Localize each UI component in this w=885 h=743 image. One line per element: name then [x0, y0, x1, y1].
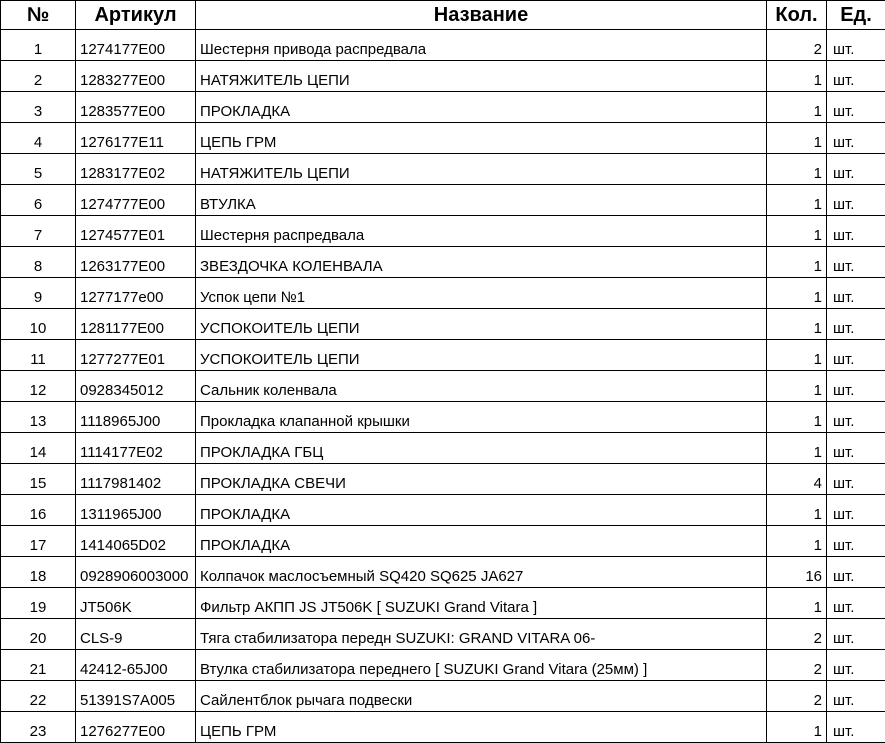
- cell-unit: шт.: [827, 650, 885, 681]
- cell-qty: 1: [767, 92, 827, 123]
- cell-num: 6: [1, 185, 76, 216]
- cell-article: CLS-9: [76, 619, 196, 650]
- cell-num: 11: [1, 340, 76, 371]
- cell-article: JT506K: [76, 588, 196, 619]
- cell-unit: шт.: [827, 712, 885, 743]
- cell-name: Тяга стабилизатора передн SUZUKI: GRAND VITARA 06-: [196, 619, 767, 650]
- table-row: [1, 123, 885, 154]
- table-row: [1, 61, 885, 92]
- table-row: [1, 495, 885, 526]
- table-row: [1, 185, 885, 216]
- cell-name: ПРОКЛАДКА: [196, 495, 767, 526]
- cell-article: 0928906003000: [76, 557, 196, 588]
- cell-num: 2: [1, 61, 76, 92]
- cell-qty: 1: [767, 123, 827, 154]
- table-header: [1, 1, 885, 30]
- cell-article: 1263177E00: [76, 247, 196, 278]
- table-row: [1, 278, 885, 309]
- cell-num: 7: [1, 216, 76, 247]
- cell-qty: 1: [767, 61, 827, 92]
- cell-article: 1274177E00: [76, 30, 196, 61]
- cell-num: 14: [1, 433, 76, 464]
- table-body: [1, 30, 885, 743]
- cell-article: 1283177E02: [76, 154, 196, 185]
- cell-qty: 1: [767, 433, 827, 464]
- cell-qty: 2: [767, 30, 827, 61]
- cell-name: Сальник коленвала: [196, 371, 767, 402]
- header-num: №: [1, 1, 76, 30]
- cell-qty: 1: [767, 495, 827, 526]
- cell-name: ЗВЕЗДОЧКА КОЛЕНВАЛА: [196, 247, 767, 278]
- cell-article: 1276277E00: [76, 712, 196, 743]
- cell-name: Втулка стабилизатора переднего [ SUZUKI Grand Vitara (25мм) ]: [196, 650, 767, 681]
- table-row: [1, 433, 885, 464]
- cell-num: 15: [1, 464, 76, 495]
- table-row: [1, 340, 885, 371]
- cell-num: 23: [1, 712, 76, 743]
- cell-num: 18: [1, 557, 76, 588]
- cell-unit: шт.: [827, 216, 885, 247]
- cell-unit: шт.: [827, 309, 885, 340]
- cell-qty: 1: [767, 216, 827, 247]
- table-row: [1, 92, 885, 123]
- cell-name: Прокладка клапанной крышки: [196, 402, 767, 433]
- table-row: [1, 619, 885, 650]
- cell-num: 10: [1, 309, 76, 340]
- cell-article: 51391S7A005: [76, 681, 196, 712]
- cell-qty: 1: [767, 712, 827, 743]
- cell-article: 1283577E00: [76, 92, 196, 123]
- table-row: [1, 30, 885, 61]
- cell-name: Колпачок маслосъемный SQ420 SQ625 JA627: [196, 557, 767, 588]
- cell-num: 8: [1, 247, 76, 278]
- cell-article: 1414065D02: [76, 526, 196, 557]
- cell-article: 1274777E00: [76, 185, 196, 216]
- cell-name: Шестерня привода распредвала: [196, 30, 767, 61]
- cell-name: УСПОКОИТЕЛЬ ЦЕПИ: [196, 340, 767, 371]
- cell-article: 1276177E11: [76, 123, 196, 154]
- cell-num: 4: [1, 123, 76, 154]
- table-row: [1, 464, 885, 495]
- cell-article: 1118965J00: [76, 402, 196, 433]
- cell-qty: 1: [767, 588, 827, 619]
- table-row: [1, 650, 885, 681]
- cell-name: ПРОКЛАДКА: [196, 92, 767, 123]
- cell-name: Шестерня распредвала: [196, 216, 767, 247]
- cell-article: 1114177E02: [76, 433, 196, 464]
- cell-name: ПРОКЛАДКА: [196, 526, 767, 557]
- table-row: [1, 309, 885, 340]
- cell-article: 1311965J00: [76, 495, 196, 526]
- cell-unit: шт.: [827, 495, 885, 526]
- cell-article: 1274577E01: [76, 216, 196, 247]
- header-unit: Ед.: [827, 1, 885, 30]
- cell-qty: 1: [767, 526, 827, 557]
- cell-qty: 2: [767, 619, 827, 650]
- cell-unit: шт.: [827, 557, 885, 588]
- table-row: [1, 247, 885, 278]
- cell-num: 16: [1, 495, 76, 526]
- cell-num: 5: [1, 154, 76, 185]
- header-qty: Кол.: [767, 1, 827, 30]
- cell-article: 1277177e00: [76, 278, 196, 309]
- cell-qty: 1: [767, 371, 827, 402]
- cell-unit: шт.: [827, 402, 885, 433]
- cell-num: 20: [1, 619, 76, 650]
- cell-unit: шт.: [827, 619, 885, 650]
- cell-num: 22: [1, 681, 76, 712]
- cell-name: ЦЕПЬ ГРМ: [196, 123, 767, 154]
- cell-qty: 1: [767, 309, 827, 340]
- cell-unit: шт.: [827, 340, 885, 371]
- cell-qty: 1: [767, 185, 827, 216]
- cell-article: 1281177E00: [76, 309, 196, 340]
- cell-qty: 2: [767, 681, 827, 712]
- cell-name: ПРОКЛАДКА СВЕЧИ: [196, 464, 767, 495]
- table-row: [1, 216, 885, 247]
- table-row: [1, 402, 885, 433]
- cell-qty: 4: [767, 464, 827, 495]
- cell-name: ВТУЛКА: [196, 185, 767, 216]
- cell-num: 9: [1, 278, 76, 309]
- cell-qty: 16: [767, 557, 827, 588]
- cell-unit: шт.: [827, 247, 885, 278]
- cell-unit: шт.: [827, 92, 885, 123]
- cell-num: 17: [1, 526, 76, 557]
- cell-unit: шт.: [827, 526, 885, 557]
- table-row: [1, 526, 885, 557]
- header-row: [1, 1, 885, 30]
- table-row: [1, 712, 885, 743]
- cell-unit: шт.: [827, 30, 885, 61]
- cell-unit: шт.: [827, 588, 885, 619]
- cell-name: НАТЯЖИТЕЛЬ ЦЕПИ: [196, 61, 767, 92]
- cell-name: НАТЯЖИТЕЛЬ ЦЕПИ: [196, 154, 767, 185]
- cell-unit: шт.: [827, 681, 885, 712]
- cell-num: 13: [1, 402, 76, 433]
- cell-unit: шт.: [827, 123, 885, 154]
- cell-unit: шт.: [827, 464, 885, 495]
- cell-num: 21: [1, 650, 76, 681]
- cell-num: 3: [1, 92, 76, 123]
- cell-unit: шт.: [827, 154, 885, 185]
- table-row: [1, 588, 885, 619]
- header-name: Название: [196, 1, 767, 30]
- cell-article: 42412-65J00: [76, 650, 196, 681]
- cell-num: 1: [1, 30, 76, 61]
- cell-article: 1277277E01: [76, 340, 196, 371]
- cell-unit: шт.: [827, 433, 885, 464]
- cell-qty: 1: [767, 278, 827, 309]
- cell-qty: 1: [767, 402, 827, 433]
- table-row: [1, 557, 885, 588]
- cell-article: 1117981402: [76, 464, 196, 495]
- cell-unit: шт.: [827, 278, 885, 309]
- cell-qty: 1: [767, 247, 827, 278]
- cell-name: ЦЕПЬ ГРМ: [196, 712, 767, 743]
- table-row: [1, 154, 885, 185]
- cell-name: Фильтр АКПП JS JT506K [ SUZUKI Grand Vitara ]: [196, 588, 767, 619]
- cell-unit: шт.: [827, 371, 885, 402]
- cell-name: Сайлентблок рычага подвески: [196, 681, 767, 712]
- cell-unit: шт.: [827, 61, 885, 92]
- cell-unit: шт.: [827, 185, 885, 216]
- cell-qty: 1: [767, 154, 827, 185]
- cell-article: 1283277E00: [76, 61, 196, 92]
- cell-article: 0928345012: [76, 371, 196, 402]
- cell-num: 12: [1, 371, 76, 402]
- header-article: Артикул: [76, 1, 196, 30]
- cell-num: 19: [1, 588, 76, 619]
- table-row: [1, 371, 885, 402]
- cell-name: Успок цепи №1: [196, 278, 767, 309]
- cell-name: ПРОКЛАДКА ГБЦ: [196, 433, 767, 464]
- cell-qty: 1: [767, 340, 827, 371]
- table-row: [1, 681, 885, 712]
- cell-name: УСПОКОИТЕЛЬ ЦЕПИ: [196, 309, 767, 340]
- cell-qty: 2: [767, 650, 827, 681]
